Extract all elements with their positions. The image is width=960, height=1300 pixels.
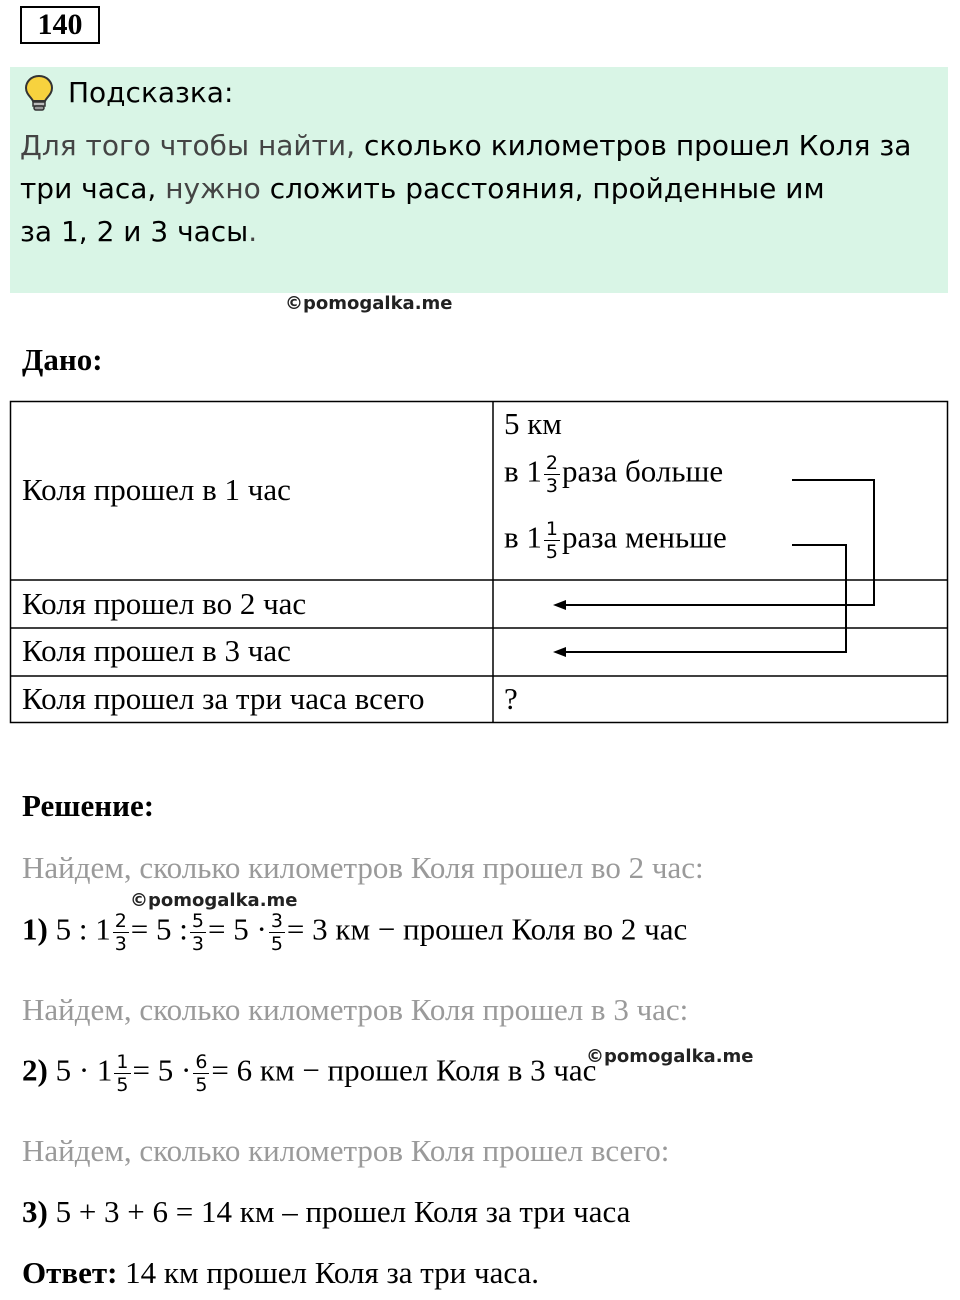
hint-title: Подсказка: xyxy=(68,76,234,109)
hint-text: Для того чтобы найти, сколько километров прошел Коля за три часа, нужно сложить расстояния, пройденные им за 1, 2 и 3 часы. xyxy=(20,129,912,248)
step-description: Найдем, сколько километров Коля прошел во 2 час: xyxy=(22,850,704,885)
watermark: ©pomogalka.me xyxy=(586,1046,754,1067)
solution-step-3: 3) 5 + 3 + 6 = 14 км – прошел Коля за три часа xyxy=(22,1194,631,1229)
watermark: ©pomogalka.me xyxy=(285,293,453,314)
watermark: ©pomogalka.me xyxy=(130,890,298,911)
step-description: Найдем, сколько километров Коля прошел всего: xyxy=(22,1133,670,1168)
table-row-label: Коля прошел за три часа всего xyxy=(22,681,425,716)
step-description: Найдем, сколько километров Коля прошел в 3 час: xyxy=(22,992,689,1027)
answer: Ответ: 14 км прошел Коля за три часа. xyxy=(22,1255,539,1290)
given-heading: Дано: xyxy=(22,342,103,377)
table-cell-value: 5 км xyxy=(504,406,562,441)
table-cell-value: ? xyxy=(504,681,518,716)
solution-step-2: 2) 5 · 1 $\frac{1}{5}$ = 5 · $\frac{6}{5}$ = 6 км − прошел Коля в 3 час xyxy=(22,1051,597,1096)
table-cell-value: в 1 $\frac{1}{5}$ раза меньше xyxy=(504,518,727,563)
table-row-label: Коля прошел во 2 час xyxy=(22,586,307,621)
table-row-label: Коля прошел в 1 час xyxy=(22,472,291,507)
solution-heading: Решение: xyxy=(22,788,155,823)
solution-step-1: 1) 5 : 1 $\frac{2}{3}$ = 5 : $\frac{5}{3}$ = 5 · $\frac{3}{5}$ = 3 км − прошел Коля во 2 час xyxy=(22,910,688,955)
task-number: 140 xyxy=(20,6,100,44)
table-cell-value: в 1 $\frac{2}{3}$ раза больше xyxy=(504,452,724,497)
table-row-label: Коля прошел в 3 час xyxy=(22,633,291,668)
